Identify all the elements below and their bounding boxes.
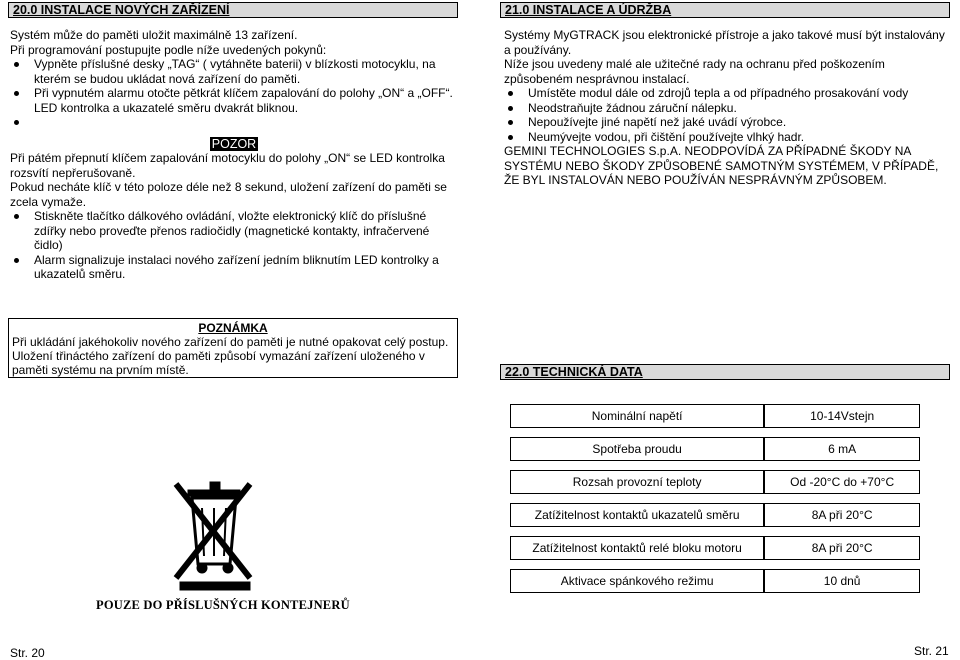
- tech-param-name: Rozsah provozní teploty: [510, 470, 764, 494]
- tech-param-name: Aktivace spánkového režimu: [510, 569, 764, 593]
- tech-param-value: 8A při 20°C: [764, 536, 920, 560]
- table-spacer: [510, 461, 920, 470]
- table-row: [510, 569, 920, 593]
- install-steps-list: [10, 57, 458, 135]
- liability-statement: GEMINI TECHNOLOGIES S.p.A. NEODPOVÍDÁ ZA PŘÍPADNÉ ŠKODY NA SYSTÉMU NEBO ŠKODY ZPŮSOBENÉ SAMOTNÝM SYSTÉMEM, V PŘÍPADĚ, ŽE BYL INSTALOVÁN NEBO POUŽÍVÁN NESPRÁVNÝM ZPŮSOBEM.: [504, 144, 939, 187]
- list-item: Nepoužívejte jiné napětí než jaké uvádí výrobce.: [504, 115, 950, 130]
- section-21-heading: [500, 2, 950, 18]
- section-22-heading-text: 22.0 TECHNICKÁ DATA: [505, 365, 643, 379]
- section-22-heading: [500, 364, 950, 380]
- section-20-body: [10, 28, 458, 282]
- tech-param-name: Spotřeba proudu: [510, 437, 764, 461]
- pozor-row: [10, 137, 458, 151]
- list-item: Při vypnutém alarmu otočte pětkrát klíčem zapalování do polohy „ON“ a „OFF“. LED kontrolka a ukazatelé směru dvakrát bliknou.: [10, 86, 458, 115]
- crossed-bin-icon: [158, 468, 268, 592]
- intro-line-1: Systém může do paměti uložit maximálně 13 zařízení.: [10, 28, 298, 42]
- table-row: [510, 503, 920, 527]
- list-item: Alarm signalizuje instalaci nového zařízení jedním bliknutím LED kontrolky a ukazatelů směru.: [10, 253, 458, 282]
- tech-param-value: 10-14Vstejn: [764, 404, 920, 428]
- section-21-body: [504, 28, 950, 188]
- section-20-heading: [8, 2, 458, 18]
- list-item: [10, 115, 458, 135]
- list-item: Neumývejte vodou, při čištění používejte vlhký hadr.: [504, 130, 950, 145]
- tech-param-value: Od -20°C do +70°C: [764, 470, 920, 494]
- list-item: Vypněte příslušné desky „TAG“ ( vytáhněte baterii) v blízkosti motocyklu, na kterém se budou ukládat nová zařízení do paměti.: [10, 57, 458, 86]
- tech-param-name: Zatížitelnost kontaktů ukazatelů směru: [510, 503, 764, 527]
- tech-param-value: 8A při 20°C: [764, 503, 920, 527]
- intro-line-2: Při programování postupujte podle níže uvedených pokynů:: [10, 42, 327, 57]
- table-spacer: [510, 494, 920, 503]
- pozor-text-1: Při pátém přepnutí klíčem zapalování motocyklu do polohy „ON“ se LED kontrolka rozsvítí nepřerušovaně.: [10, 151, 445, 180]
- table-row: [510, 470, 920, 494]
- maintenance-tips-list: [504, 86, 950, 144]
- page-number-right: Str. 21: [914, 644, 949, 658]
- maintenance-para-2: Níže jsou uvedeny malé ale užitečné rady na ochranu před poškozením způsobeném nesprávnou instalací.: [504, 57, 885, 86]
- table-row: [510, 437, 920, 461]
- table-spacer: [510, 560, 920, 569]
- note-box: [8, 318, 458, 378]
- list-item: Umístěte modul dále od zdrojů tepla a od případného prosakování vody: [504, 86, 950, 101]
- note-title: POZNÁMKA: [198, 321, 268, 335]
- tech-data-table: [510, 404, 920, 593]
- note-text: Při ukládání jakéhokoliv nového zařízení do paměti je nutné opakovat celý postup. Uložení třináctého zařízení do paměti způsobí vymazání zařízení uloženého v paměti systému na prvním místě.: [12, 335, 449, 377]
- section-20-heading-text: 20.0 INSTALACE NOVÝCH ZAŘÍZENÍ: [13, 3, 230, 17]
- pozor-label: POZOR: [211, 137, 257, 151]
- list-item: Neodstraňujte žádnou záruční nálepku.: [504, 101, 950, 116]
- tech-param-name: Nominální napětí: [510, 404, 764, 428]
- maintenance-para-1: Systémy MyGTRACK jsou elektronické přístroje a jako takové musí být instalovány a používány.: [504, 28, 945, 57]
- tech-param-name: Zatížitelnost kontaktů relé bloku motoru: [510, 536, 764, 560]
- page-number-left: Str. 20: [10, 646, 45, 660]
- table-spacer: [510, 428, 920, 437]
- pozor-text-2: Pokud necháte klíč v této poloze déle než 8 sekund, uložení zařízení do paměti se zcela vymaže.: [10, 180, 447, 209]
- table-row: [510, 536, 920, 560]
- tech-param-value: 10 dnů: [764, 569, 920, 593]
- table-spacer: [510, 527, 920, 536]
- section-21-heading-text: 21.0 INSTALACE A ÚDRŽBA: [505, 3, 672, 17]
- bin-caption: POUZE DO PŘÍSLUŠNÝCH KONTEJNERŮ: [96, 598, 350, 612]
- install-steps-list-2: [10, 209, 458, 282]
- table-row: [510, 404, 920, 428]
- tech-param-value: 6 mA: [764, 437, 920, 461]
- list-item: Stiskněte tlačítko dálkového ovládání, vložte elektronický klíč do příslušné zdířky nebo proveďte přenos radiočidly (magnetické kontakty, infračervené čidlo): [10, 209, 458, 253]
